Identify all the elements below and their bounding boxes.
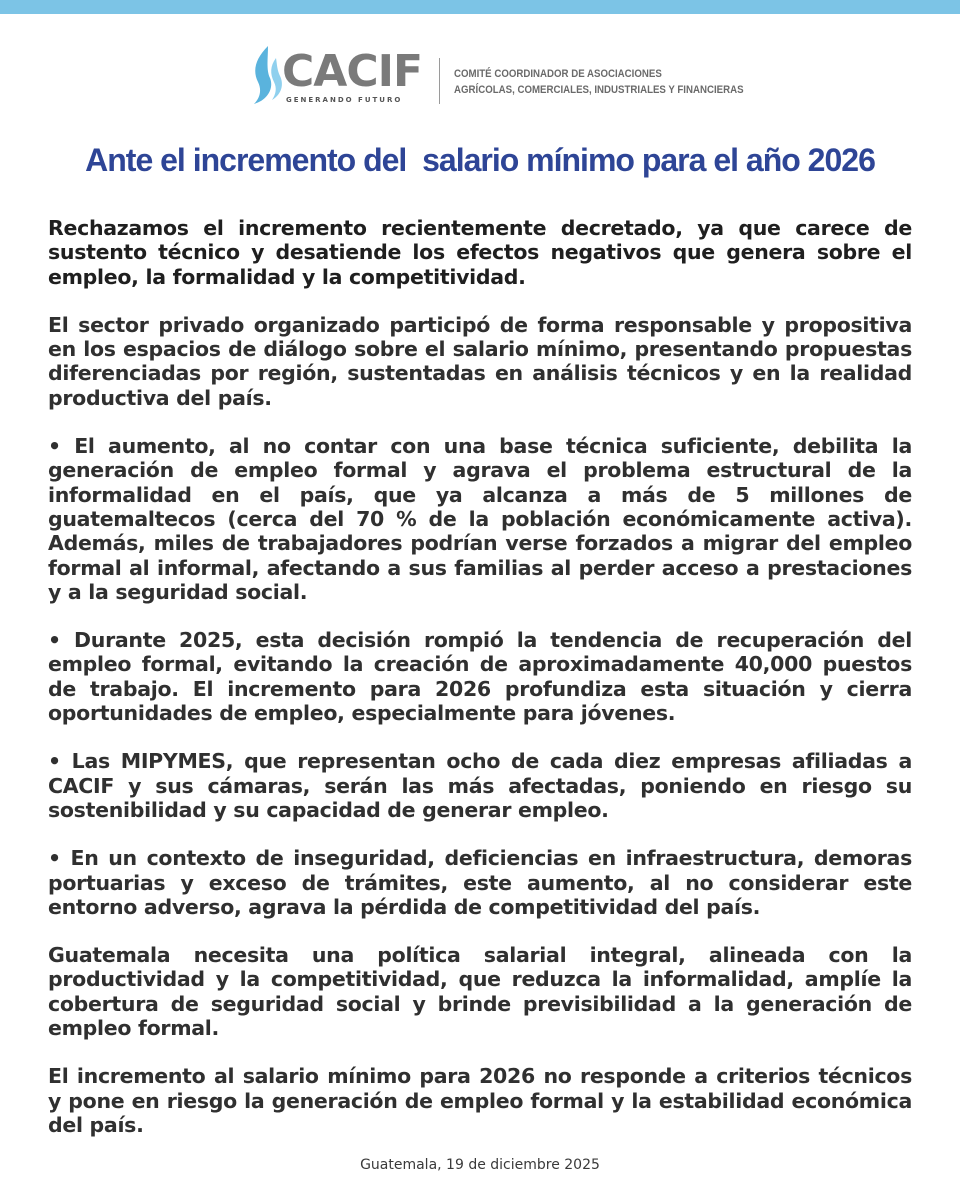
place-date: Guatemala, 19 de diciembre 2025 <box>360 1157 600 1173</box>
letterhead <box>246 44 744 108</box>
bullet-competitiveness: • En un contexto de inseguridad, deficiencias en infraestructura, demoras portuarias y exceso de trámites, este aumento, al no considerar este entorno adverso, agrava la pérdida de competitividad del país. <box>48 846 912 919</box>
paragraph-salary-policy: Guatemala necesita una política salarial integral, alineada con la productividad y la competitividad, que reduzca la informalidad, amplíe la cobertura de seguridad social y brinde previsibilidad a la generación de empleo formal. <box>48 943 912 1041</box>
bullet-mipymes: • Las MIPYMES, que representan ocho de cada diez empresas afiliadas a CACIF y sus cámaras, serán las más afectadas, poniendo en riesgo su sostenibilidad y su capacidad de generar empleo. <box>48 749 912 822</box>
organization-name-line-1: COMITÉ COORDINADOR DE ASOCIACIONES <box>454 68 662 80</box>
organization-name-line-2: AGRÍCOLAS, COMERCIALES, INDUSTRIALES Y FINANCIERAS <box>454 84 744 96</box>
cacif-flame-logo-icon <box>246 44 286 106</box>
paragraph-conclusion: El incremento al salario mínimo para 2026 no responde a criterios técnicos y pone en riesgo la generación de empleo formal y la estabilidad económica del país. <box>48 1064 912 1137</box>
logo-tagline: GENERANDO FUTURO <box>286 96 403 104</box>
statement-title: Ante el incremento del salario mínimo para el año 2026 <box>85 142 875 178</box>
bullet-formal-employment-2025: • Durante 2025, esta decisión rompió la tendencia de recuperación del empleo formal, evitando la creación de aproximadamente 40,000 puestos de trabajo. El incremento para 2026 profundiza esta situación y cierra oportunidades de empleo, especialmente para jóvenes. <box>48 628 912 726</box>
top-accent-bar <box>0 0 960 14</box>
paragraph-rejection: Rechazamos el incremento recientemente decretado, ya que carece de sustento técnico y desatiende los efectos negativos que genera sobre el empleo, la formalidad y la competitividad. <box>48 216 912 289</box>
bullet-informality: • El aumento, al no contar con una base técnica suficiente, debilita la generación de empleo formal y agrava el problema estructural de la informalidad en el país, que ya alcanza a más de 5 millones de guatemaltecos (cerca del 70 % de la población económicamente activa). Además, miles de trabajadores podrían verse forzados a migrar del empleo formal al informal, afectando a sus familias al perder acceso a prestaciones y a la seguridad social. <box>48 434 912 604</box>
paragraph-private-sector: El sector privado organizado participó de forma responsable y propositiva en los espacios de diálogo sobre el salario mínimo, presentando propuestas diferenciadas por región, sustentadas en análisis técnicos y en la realidad productiva del país. <box>48 312 912 410</box>
logo-wordmark: CACIF <box>282 46 423 97</box>
statement-body <box>48 216 912 1161</box>
header-divider <box>439 58 440 104</box>
organization-name <box>454 66 744 98</box>
